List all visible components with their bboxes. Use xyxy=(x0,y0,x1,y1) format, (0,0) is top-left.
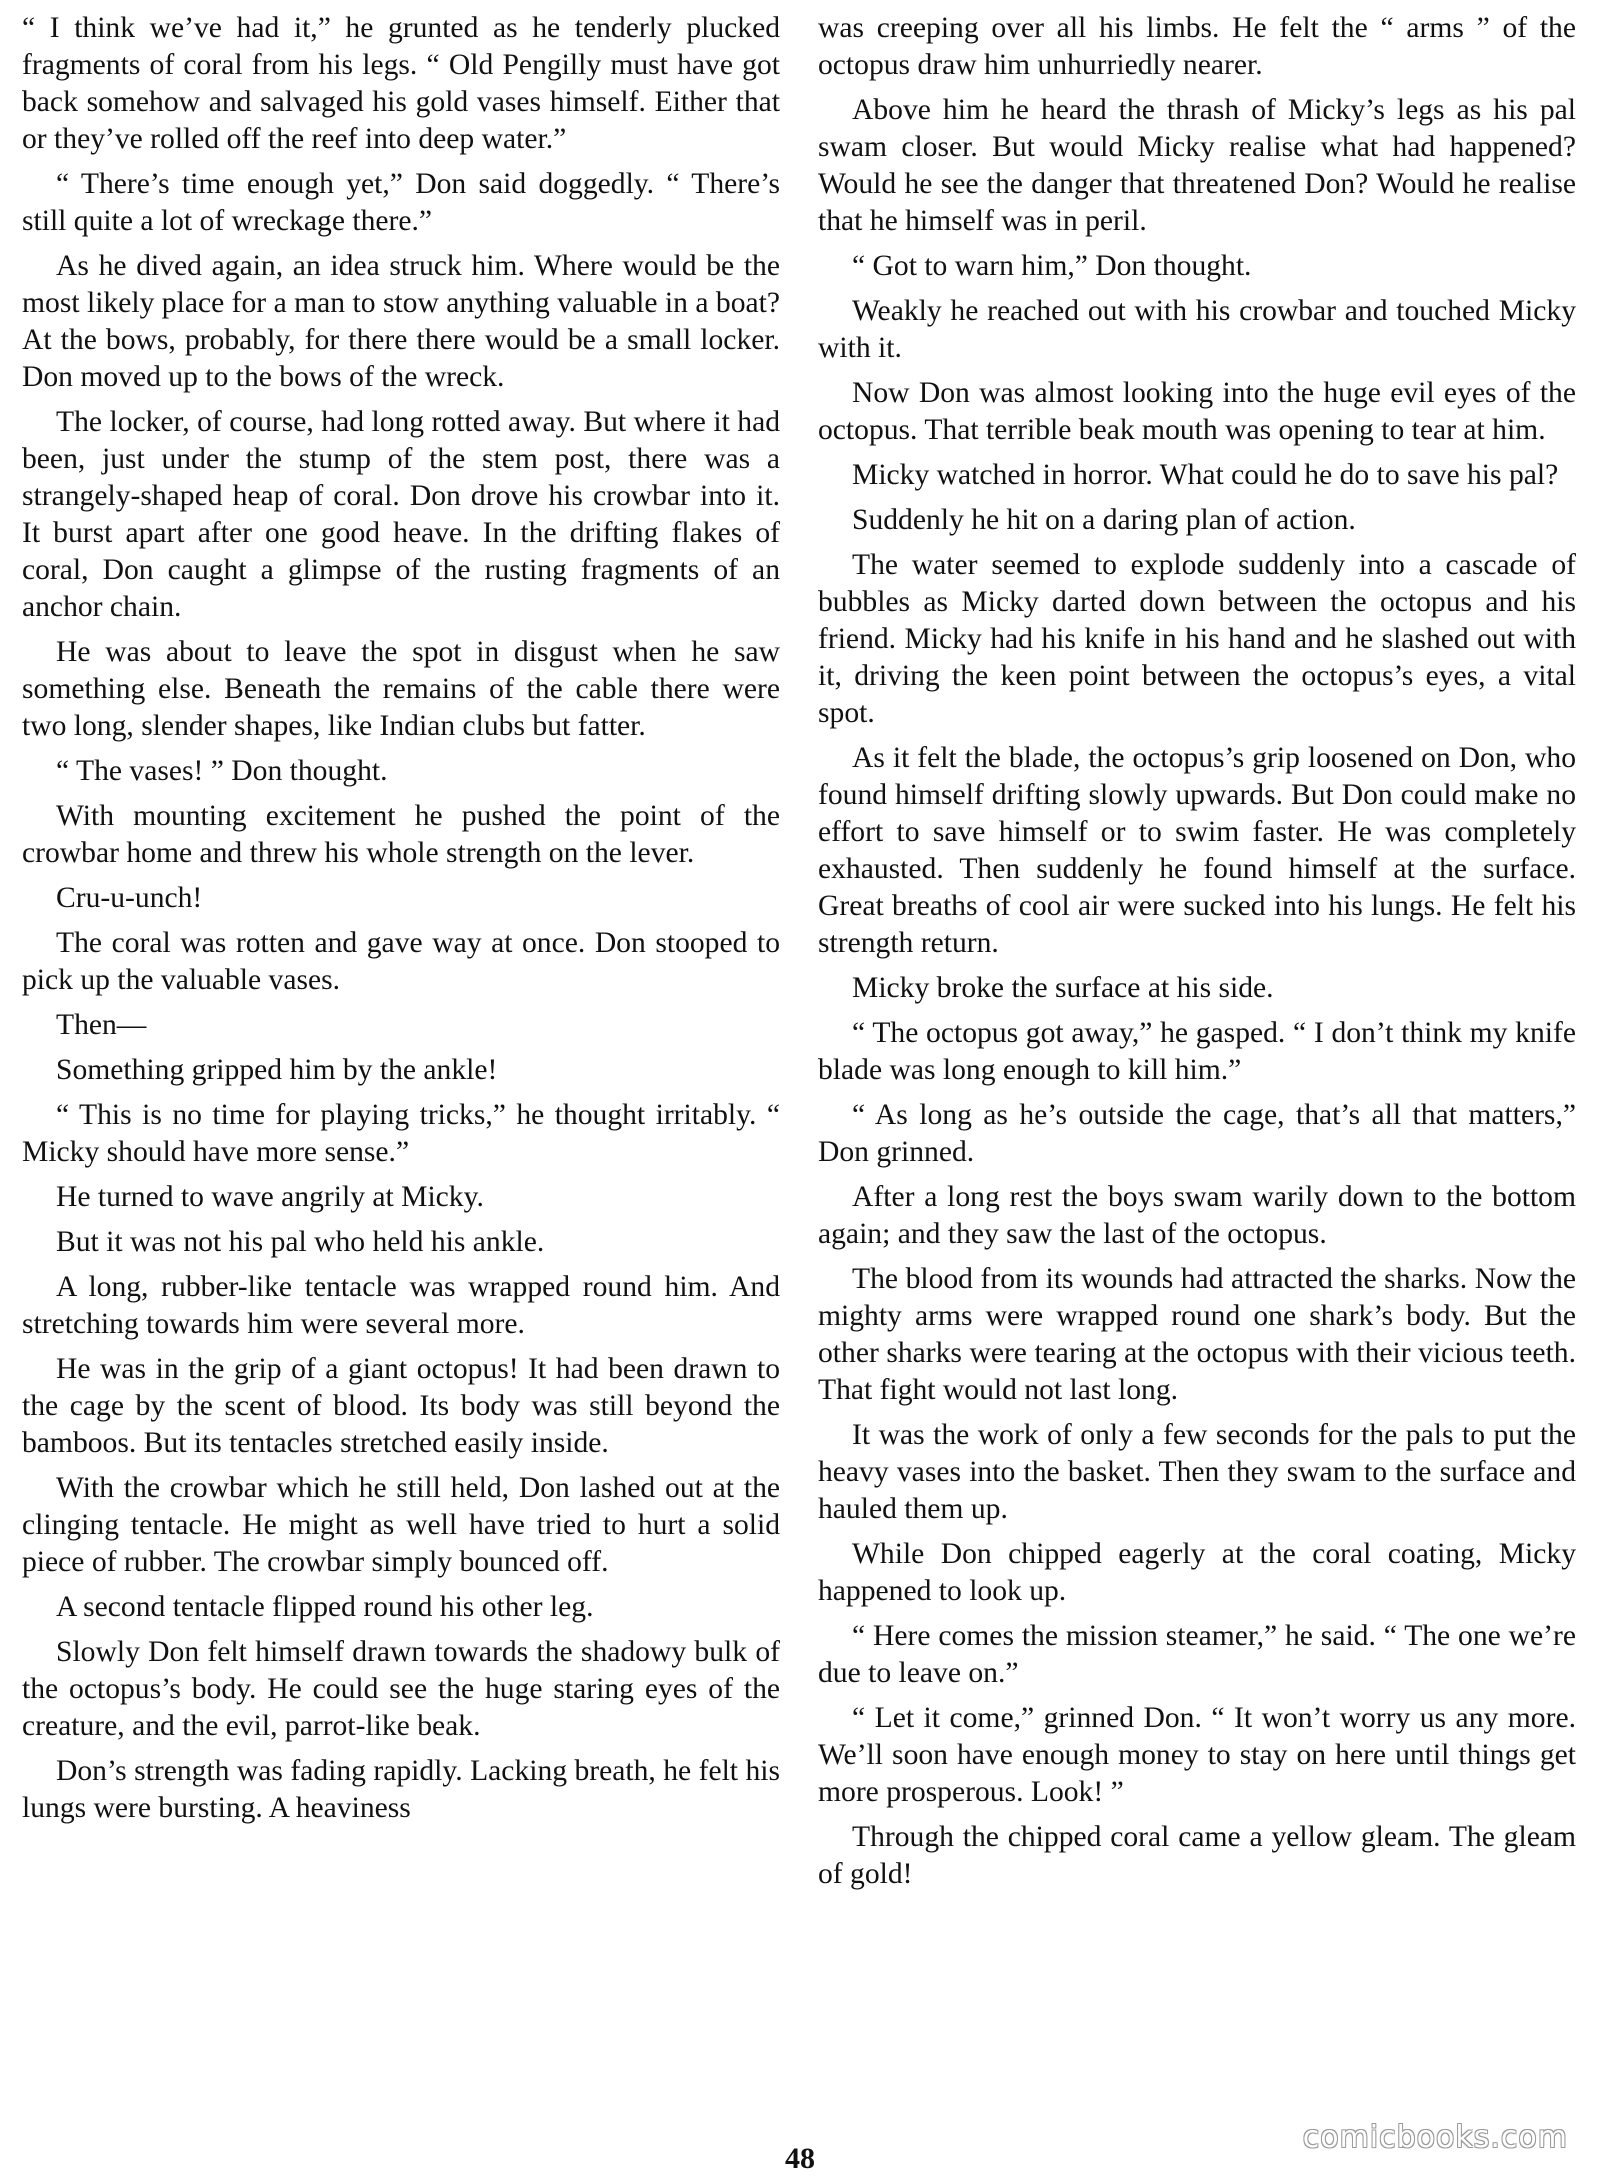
paragraph: The locker, of course, had long rotted away. But where it had been, just under the stump of the stem post, there was a strangely-shaped heap of coral. Don drove his crowbar into it. It burst apart after one good heave. In the drifting flakes of coral, Don caught a glimpse of the rusting fragments of an anchor chain. xyxy=(22,406,780,623)
paragraph: “ The octopus got away,” he gasped. “ I don’t think my knife blade was long enough to kill him.” xyxy=(818,1017,1576,1086)
paragraph: Suddenly he hit on a daring plan of action. xyxy=(852,504,1356,536)
paragraph: “ This is no time for playing tricks,” he thought irritably. “ Micky should have more sense.” xyxy=(22,1099,780,1168)
left-column xyxy=(22,10,780,1835)
paragraph: While Don chipped eagerly at the coral coating, Micky happened to look up. xyxy=(818,1538,1576,1607)
paragraph: A second tentacle flipped round his other leg. xyxy=(56,1591,594,1623)
paragraph: It was the work of only a few seconds for the pals to put the heavy vases into the basket. Then they swam to the surface and hauled them up. xyxy=(818,1419,1576,1525)
paragraph: The coral was rotten and gave way at once. Don stooped to pick up the valuable vases. xyxy=(22,927,780,996)
page-number: 48 xyxy=(785,2142,815,2175)
paragraph: Cru-u-unch! xyxy=(56,882,203,914)
paragraph: “ There’s time enough yet,” Don said doggedly. “ There’s still quite a lot of wreckage there.” xyxy=(22,168,780,237)
paragraph: With mounting excitement he pushed the point of the crowbar home and threw his whole strength on the lever. xyxy=(22,800,780,869)
paragraph: “ Got to warn him,” Don thought. xyxy=(852,250,1252,282)
paragraph: Through the chipped coral came a yellow gleam. The gleam of gold! xyxy=(818,1821,1576,1890)
paragraph: The blood from its wounds had attracted the sharks. Now the mighty arms were wrapped round one shark’s body. But the other sharks were tearing at the octopus with their vicious teeth. That fight would not last long. xyxy=(818,1263,1576,1406)
paragraph: After a long rest the boys swam warily down to the bottom again; and they saw the last of the octopus. xyxy=(818,1181,1576,1250)
paragraph: As it felt the blade, the octopus’s grip loosened on Don, who found himself drifting slowly upwards. But Don could make no effort to save himself or to swim faster. He was completely exhausted. Then suddenly he found himself at the surface. Great breaths of cool air were sucked into his lungs. He felt his strength return. xyxy=(818,742,1576,959)
paragraph: As he dived again, an idea struck him. Where would be the most likely place for a man to stow anything valuable in a boat? At the bows, probably, for there there would be a small locker. Don moved up to the bows of the wreck. xyxy=(22,250,780,393)
paragraph: was creeping over all his limbs. He felt the “ arms ” of the octopus draw him unhurriedly nearer. xyxy=(818,12,1576,81)
paragraph: He turned to wave angrily at Micky. xyxy=(56,1181,484,1213)
paragraph: The water seemed to explode suddenly into a cascade of bubbles as Micky darted down between the octopus and his friend. Micky had his knife in his hand and he slashed out with it, driving the keen point between the octopus’s eyes, a vital spot. xyxy=(818,549,1576,729)
paragraph: Weakly he reached out with his crowbar and touched Micky with it. xyxy=(818,295,1576,364)
paragraph: “ I think we’ve had it,” he grunted as he tenderly plucked fragments of coral from his legs. “ Old Pengilly must have got back somehow and salvaged his gold vases himself. Either that or they’ve rolled off the reef into deep water.” xyxy=(22,12,780,155)
paragraph: Don’s strength was fading rapidly. Lacking breath, he felt his lungs were bursting. A heaviness xyxy=(22,1755,780,1824)
paragraph: Something gripped him by the ankle! xyxy=(56,1054,498,1086)
watermark: comicbooks.com xyxy=(1302,2120,1568,2155)
paragraph: He was about to leave the spot in disgust when he saw something else. Beneath the remains of the cable there were two long, slender shapes, like Indian clubs but fatter. xyxy=(22,636,780,742)
paragraph: Slowly Don felt himself drawn towards the shadowy bulk of the octopus’s body. He could see the huge staring eyes of the creature, and the evil, parrot-like beak. xyxy=(22,1636,780,1742)
paragraph: Micky broke the surface at his side. xyxy=(852,972,1274,1004)
paragraph: “ The vases! ” Don thought. xyxy=(56,755,388,787)
paragraph: A long, rubber-like tentacle was wrapped round him. And stretching towards him were several more. xyxy=(22,1271,780,1340)
paragraph: Now Don was almost looking into the huge evil eyes of the octopus. That terrible beak mouth was opening to tear at him. xyxy=(818,377,1576,446)
paragraph: “ Let it come,” grinned Don. “ It won’t worry us any more. We’ll soon have enough money to stay on here until things get more prosperous. Look! ” xyxy=(818,1702,1576,1808)
right-column xyxy=(818,10,1576,1901)
paragraph: “ As long as he’s outside the cage, that’s all that matters,” Don grinned. xyxy=(818,1099,1576,1168)
paragraph: He was in the grip of a giant octopus! It had been drawn to the cage by the scent of blood. Its body was still beyond the bamboos. But its tentacles stretched easily inside. xyxy=(22,1353,780,1459)
paragraph: But it was not his pal who held his ankle. xyxy=(56,1226,545,1258)
paragraph: Above him he heard the thrash of Micky’s legs as his pal swam closer. But would Micky realise what had happened? Would he see the danger that threatened Don? Would he realise that he himself was in peril. xyxy=(818,94,1576,237)
paragraph: Micky watched in horror. What could he do to save his pal? xyxy=(852,459,1559,491)
paragraph: Then— xyxy=(56,1009,147,1041)
paragraph: With the crowbar which he still held, Don lashed out at the clinging tentacle. He might as well have tried to hurt a solid piece of rubber. The crowbar simply bounced off. xyxy=(22,1472,780,1578)
paragraph: “ Here comes the mission steamer,” he said. “ The one we’re due to leave on.” xyxy=(818,1620,1576,1689)
